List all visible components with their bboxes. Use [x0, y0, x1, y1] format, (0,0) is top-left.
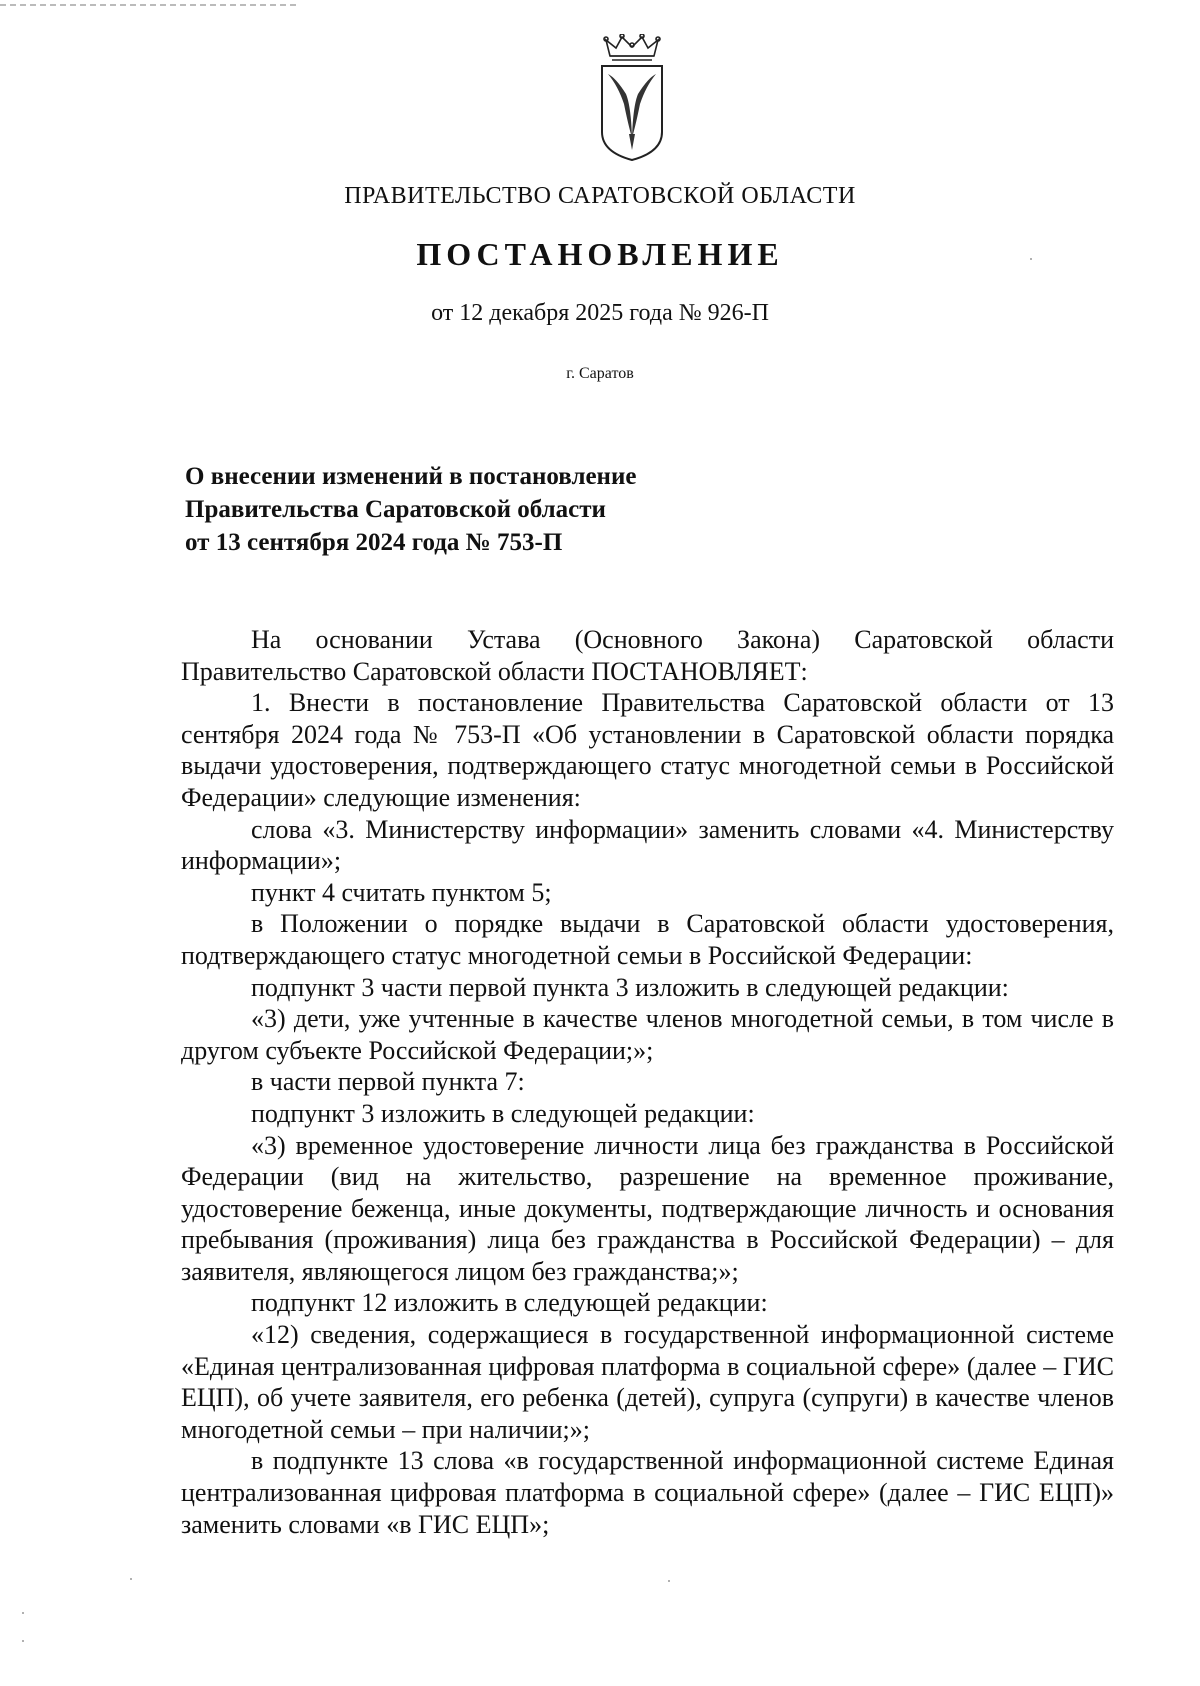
- subject-line: Правительства Саратовской области: [185, 496, 606, 523]
- scan-speck: [1030, 258, 1032, 260]
- body-paragraph: «3) дети, уже учтенные в качестве членов многодетной семьи, в том числе в другом субъекте Российской Федерации;»;: [181, 1004, 1114, 1065]
- body-paragraph: 1. Внести в постановление Правительства Саратовской области от 13 сентября 2024 года № 753-П «Об установлении в Саратовской области порядка выдачи удостоверения, подтверждающего статус многодетной семьи в Российской Федерации» следующие изменения:: [181, 688, 1114, 812]
- body-paragraph: в Положении о порядке выдачи в Саратовской области удостоверения, подтверждающего статус многодетной семьи в Российской Федерации:: [181, 909, 1114, 970]
- scan-speck: [130, 1578, 132, 1580]
- scan-speck: [22, 1640, 24, 1642]
- document-city: г. Саратов: [566, 365, 634, 382]
- body-paragraph: подпункт 3 части первой пункта 3 изложить в следующей редакции:: [251, 972, 1009, 1002]
- government-name: ПРАВИТЕЛЬСТВО САРАТОВСКОЙ ОБЛАСТИ: [344, 183, 856, 209]
- document-body: [181, 624, 1114, 1540]
- body-paragraph: подпункт 3 изложить в следующей редакции:: [251, 1098, 755, 1128]
- coat-of-arms-emblem: [596, 34, 668, 162]
- body-paragraph: На основании Устава (Основного Закона) Саратовской области Правительство Саратовской области ПОСТАНОВЛЯЕТ:: [181, 625, 1114, 686]
- document-type-title: ПОСТАНОВЛЕНИЕ: [416, 236, 784, 272]
- scan-speck: [22, 1612, 24, 1614]
- body-paragraph: подпункт 12 изложить в следующей редакции:: [251, 1288, 768, 1318]
- scan-edge-line: [0, 4, 300, 6]
- body-paragraph: слова «3. Министерству информации» заменить словами «4. Министерству информации»;: [181, 814, 1114, 876]
- scan-speck: [668, 1580, 670, 1582]
- body-paragraph: «3) временное удостоверение личности лица без гражданства в Российской Федерации (вид на жительство, разрешение на временное проживание, удостоверение беженца, иные документы, подтверждающие личность и основания пребывания (проживания) лица без гражданства в Российской Федерации) – для заявителя, являющегося лицом без гражданства;»;: [181, 1130, 1114, 1286]
- document-subject: [185, 460, 636, 559]
- body-paragraph: в подпункте 13 слова «в государственной информационной системе Единая централизованная цифровая платформа в социальной сфере» (далее – ГИС ЕЦП)» заменить словами «в ГИС ЕЦП»;: [181, 1446, 1114, 1539]
- subject-line: О внесении изменений в постановление: [185, 463, 637, 490]
- body-paragraph: пункт 4 считать пунктом 5;: [251, 877, 552, 907]
- subject-line: от 13 сентября 2024 года № 753-П: [185, 529, 563, 556]
- body-paragraph: в части первой пункта 7:: [251, 1067, 525, 1097]
- document-date-number: от 12 декабря 2025 года № 926-П: [431, 300, 769, 326]
- body-paragraph: «12) сведения, содержащиеся в государственной информационной системе «Единая централизованная цифровая платформа в социальной сфере» (далее – ГИС ЕЦП), об учете заявителя, его ребенка (детей), супруга (супруги) в качестве членов многодетной семьи – при наличии;»;: [181, 1320, 1114, 1444]
